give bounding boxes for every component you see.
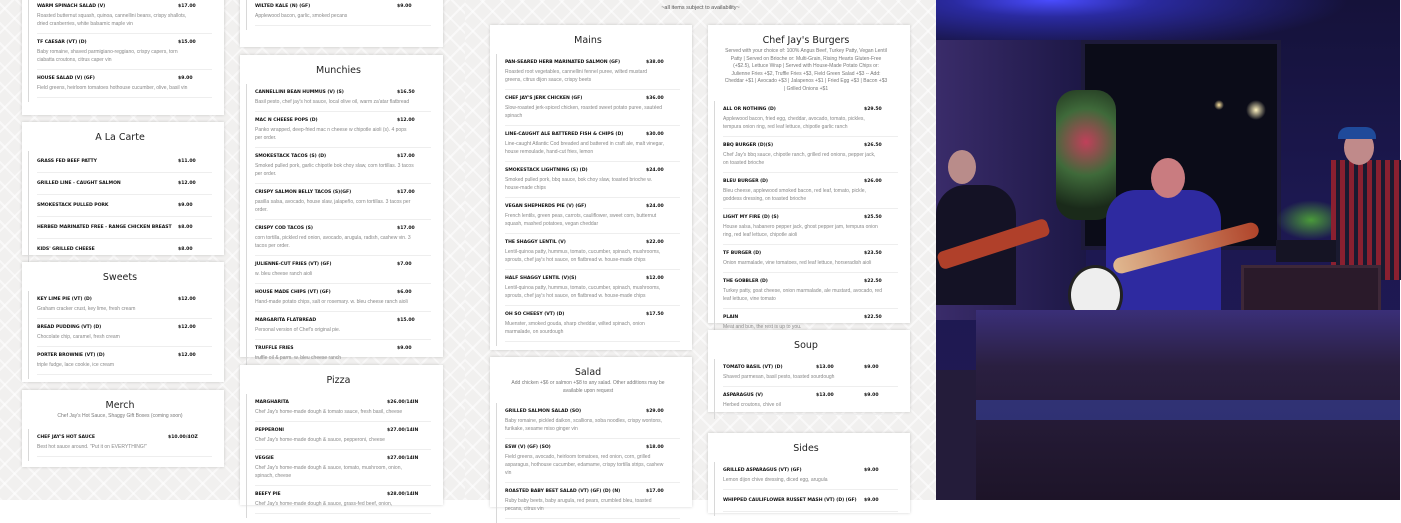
- menu-item-description: Hand-made potato chips, salt or rosemary. w. bleu cheese ranch aioli: [255, 299, 408, 305]
- menu-item-name: THE GOBBLER (D): [723, 279, 768, 284]
- menu-item-price: $9.00: [178, 203, 193, 208]
- menu-item-header: [37, 297, 212, 302]
- menu-item-header: [723, 468, 898, 473]
- menu-item: [723, 490, 898, 512]
- menu-section-burgers: [708, 25, 910, 330]
- menu-item-description: Basil pesto, chef jay's hot sauce, local olive oil, warm za'atar flatbread: [255, 99, 410, 105]
- menu-item-header: [37, 435, 212, 440]
- section-note: Chef Jay's Hot Sauce, Shaggy Gift Boxes (coming soon): [57, 413, 183, 419]
- menu-item-header: [37, 4, 212, 9]
- menu-item: [255, 220, 431, 256]
- menu-item-name: CRISPY SALMON BELLY TACOS (S)(GF): [255, 190, 352, 195]
- menu-item-description: Muenster, smoked gouda, sharp cheddar, wilted spinach, onion marmalade, on sourdough: [505, 321, 645, 335]
- section-title: Salad: [574, 367, 602, 378]
- menu-item-name: KEY LIME PIE (VT) (D): [37, 297, 92, 302]
- menu-item-price: $17.00: [397, 154, 415, 159]
- menu-item-header: [255, 154, 431, 159]
- menu-page-right: [465, 0, 936, 512]
- menu-item-description: Bleu cheese, applewood smoked bacon, red leaf, tomato, pickle, goddess dressing, on toasted brioche: [723, 188, 866, 202]
- menu-item-description: Chef Jay's bbq sauce, chipotle ranch, grilled red onions, pepper jack, on toasted brioche: [723, 152, 876, 166]
- menu-item-header: [505, 312, 680, 317]
- menu-item-name: PLAIN: [723, 315, 739, 320]
- menu-item-price-small: $9.00: [864, 365, 879, 370]
- menu-item-name: JULIENNE-CUT FRIES (VT) (GF): [255, 262, 332, 267]
- menu-item-name: MARGHARITA: [255, 400, 289, 405]
- menu-item-header: [255, 492, 431, 497]
- menu-item-description: Chef Jay's home-made dough & tomato sauce, fresh basil, cheese: [255, 409, 403, 415]
- menu-item-header: [37, 325, 212, 330]
- menu-item-description: Applewood bacon, fried egg, cheddar, avocado, tomato, pickles, tempura onion ring, red leaf lettuce, chipotle garlic ranch: [723, 116, 865, 130]
- menu-item-description: Lemon dijon chive dressing, diced egg, arugula: [723, 477, 828, 483]
- menu-item-price: $17.00: [178, 4, 196, 9]
- menu-item-description: House salsa, habanero pepper jack, ghost pepper jam, tempura onion ring, red leaf lettuce, chipotle aioli: [723, 224, 878, 238]
- menu-item-price-small: $9.00: [864, 393, 879, 398]
- menu-item-header: [723, 365, 898, 370]
- menu-item-price: $8.00: [178, 247, 193, 252]
- section-note: Served with your choice of: 100% Angus Beef, Turkey Patty, Vegan Lentil Patty | Served on Brioche or: Multi-Grain, Rising Hearts Gluten-Free (+$2.5), Lettuce Wrap | Served with House-Made Potato Chips or: Julienne Fries +$2, Truffle Fries +$3, Field Green Salad +$3 -- Add: Cheddar +$1 | Avocado +$3 | Jalapenos +$1 | Fried Egg +$3 | Bacon +$3 | Grilled Onions +$1: [724, 48, 888, 92]
- menu-item: [255, 312, 431, 340]
- menu-item: [505, 54, 680, 90]
- menu-item-name: CRISPY COD TACOS (S): [255, 226, 313, 231]
- menu-item-price: $13.00: [816, 365, 834, 370]
- menu-item-description: Smoked pulled pork, bbq sauce, bok choy slaw, toasted brioche w. house-made chips: [505, 177, 653, 191]
- menu-item-price: $17.00: [646, 489, 664, 494]
- menu-item-list: [28, 151, 212, 265]
- menu-item-header: [505, 168, 680, 173]
- menu-item-description: Herbed croutons, chive oil: [723, 402, 781, 408]
- menu-item-price: $7.00: [397, 262, 412, 267]
- menu-item-name: VEGGIE: [255, 456, 274, 461]
- menu-item-name: WARM SPINACH SALAD (V): [37, 4, 106, 9]
- menu-item-description: Baby romaine, shaved parmigiano-reggiano, crispy capers, torn ciabatta croutons, citrus caper vin: [37, 49, 178, 63]
- menu-item-header: [723, 179, 898, 184]
- menu-item-header: [255, 4, 431, 9]
- menu-item-name: TRUFFLE FRIES: [255, 346, 294, 351]
- menu-item-description: Baby romaine, pickled daikon, scallions, soba noodles, crispy wontons, furikake, sesame miso ginger vin: [505, 418, 663, 432]
- menu-item-price: $25.50: [864, 215, 882, 220]
- menu-item: [37, 429, 212, 457]
- menu-item: [37, 173, 212, 195]
- menu-item: [723, 137, 898, 173]
- section-title: Soup: [794, 340, 818, 351]
- menu-item-name: HOUSE MADE CHIPS (VT) (GF): [255, 290, 331, 295]
- menu-item: [37, 217, 212, 239]
- availability-notice: ~all items subject to availability~: [661, 5, 740, 11]
- menu-item-price: $9.00: [864, 468, 879, 473]
- menu-item-header: [723, 315, 898, 320]
- menu-item-name: PAN-SEARED HERB MARINATED SALMON (GF): [505, 60, 621, 65]
- menu-item: [723, 101, 898, 137]
- menu-item: [723, 273, 898, 309]
- menu-item: [505, 162, 680, 198]
- menu-item-list: [246, 0, 431, 30]
- menu-item: [255, 394, 431, 422]
- menu-item-description: Graham cracker crust, key lime, fresh cream: [37, 306, 136, 312]
- menu-item-description: truffle oil & parm. w. bleu cheese ranch: [255, 355, 342, 361]
- menu-item-header: [37, 353, 212, 358]
- menu-item-description: corn tortilla, pickled red onion, avocado, arugula, radish, cashew vin. 3 tacos per order.: [255, 235, 411, 249]
- menu-item: [255, 284, 431, 312]
- menu-item-header: [255, 226, 431, 231]
- menu-item-price: $12.00: [178, 181, 196, 186]
- menu-item: [505, 306, 680, 342]
- menu-item-description: Roasted butternut squash, quinoa, cannellini beans, crispy shallots, dried cranberries, white balsamic maple vin: [37, 13, 187, 27]
- menu-item-description: Field greens, avocado, heirloom tomatoes, red onion, corn, grilled asparagus, hothouse cucumber, edamame, crispy tortilla strips, cashew vin: [505, 454, 664, 476]
- menu-item-price: $12.00: [178, 297, 196, 302]
- menu-item-name: WILTED KALE (N) (GF): [255, 4, 311, 9]
- menu-item-name: BEEFY PIE: [255, 492, 281, 497]
- menu-item-name: CHEF JAY'S HOT SAUCE: [37, 434, 96, 440]
- menu-item-list: [714, 359, 898, 419]
- menu-item-description: Slow-roasted jerk-spiced chicken, roasted sweet potato puree, sautéed spinach: [505, 105, 663, 119]
- menu-item-price: $22.50: [864, 279, 882, 284]
- menu-item-header: [37, 247, 212, 252]
- menu-item-list: [246, 394, 431, 518]
- section-title: A La Carte: [95, 132, 145, 143]
- menu-item-header: [37, 203, 212, 208]
- menu-item-price: $16.50: [397, 90, 415, 95]
- menu-item-description: Lentil-quinoa patty, hummus, tomato, cucumber, spinach, mushrooms, sprouts, chef jay's hot sauce, on flatbread w. house-made chips: [505, 249, 661, 263]
- menu-item-name: GRILLED LINE - CAUGHT SALMON: [37, 181, 121, 186]
- menu-item-price: $6.00: [397, 290, 412, 295]
- menu-item: [37, 0, 212, 34]
- menu-item-description: Chocolate chip, caramel, fresh cream: [37, 334, 120, 340]
- menu-item: [505, 270, 680, 306]
- menu-item-name: SMOKESTACK LIGHTNING (S) (D): [505, 168, 588, 173]
- menu-item-description: Roasted root vegetables, cannellini fennel puree, wilted mustard greens, citrus dijon sauce, crispy beets: [505, 69, 648, 83]
- menu-item-header: [723, 393, 898, 398]
- menu-item-price: $22.50: [864, 315, 882, 320]
- menu-item-price: $12.00: [178, 325, 196, 330]
- menu-item-price: $15.00: [397, 318, 415, 323]
- menu-item-description: Turkey patty, goat cheese, onion marmalade, ale mustard, avocado, red leaf lettuce, vine tomato: [723, 288, 882, 302]
- menu-item-price: $28.00/14IN: [387, 492, 419, 497]
- menu-item-list: [28, 0, 212, 102]
- menu-item-header: [37, 181, 212, 186]
- menu-item-description: Applewood bacon, garlic, smoked pecans: [255, 13, 348, 19]
- menu-item-description: w. bleu cheese ranch aioli: [255, 271, 313, 277]
- menu-item-price: $17.50: [646, 312, 664, 317]
- menu-item-price: $17.00: [397, 190, 415, 195]
- section-title: Pizza: [326, 375, 351, 386]
- menu-item-header: [723, 107, 898, 112]
- menu-item-price: $9.00: [178, 76, 193, 81]
- menu-item-header: [505, 240, 680, 245]
- menu-item-description: pasilla salsa, avocado, house slaw, jalapeño, corn tortillas. 3 tacos per order.: [255, 199, 411, 213]
- menu-item: [505, 439, 680, 483]
- menu-item-list: [28, 291, 212, 379]
- menu-item-list: [714, 462, 898, 516]
- menu-item: [255, 450, 431, 486]
- menu-item-name: THE SHAGGY LENTIL (V): [505, 240, 566, 245]
- section-note: Add chicken +$6 or salmon +$8 to any salad. Other additions may be available upon request: [511, 380, 665, 394]
- menu-item-price: $26.50: [864, 143, 882, 148]
- menu-item-header: [37, 225, 212, 230]
- menu-item-header: [723, 251, 898, 256]
- menu-item: [255, 256, 431, 284]
- menu-item-description: Best hot sauce around. "Put it on EVERYTHING!": [37, 443, 147, 450]
- menu-item-header: [505, 132, 680, 137]
- menu-item-name: GRILLED SALMON SALAD (SO): [505, 409, 582, 414]
- menu-item-header: [505, 276, 680, 281]
- menu-item: [255, 486, 431, 514]
- menu-item-description: Shaved parmesan, basil pesto, toasted sourdough: [723, 374, 835, 380]
- menu-item-name: OH SO CHEESY (VT) (D): [505, 312, 565, 317]
- menu-item-list: [714, 101, 898, 341]
- menu-item: [723, 359, 898, 387]
- menu-section-merch: [22, 390, 224, 467]
- section-title: Chef Jay's Burgers: [762, 35, 850, 46]
- menu-item-description: Chef Jay's home-made dough & sauce, grass-fed beef, onion,: [255, 501, 393, 507]
- menu-item: [37, 291, 212, 319]
- menu-item-header: [723, 279, 898, 284]
- menu-item-name: LINE-CAUGHT ALE BATTERED FISH & CHIPS (D): [505, 132, 624, 137]
- menu-item-price: $13.00: [816, 393, 834, 398]
- menu-item-price: $9.00: [864, 498, 879, 503]
- menu-item: [255, 184, 431, 220]
- menu-item-price: $30.00: [646, 132, 664, 137]
- menu-item-price: $29.00: [646, 409, 664, 414]
- menu-item-description: Field greens, heirloom tomatoes hothouse cucumber, olive, basil vin: [37, 85, 188, 91]
- menu-item-header: [37, 159, 212, 164]
- menu-item-price: $17.00: [397, 226, 415, 231]
- menu-item-description: triple fudge, lace cookie, ice cream: [37, 362, 114, 368]
- menu-item-name: HOUSE SALAD (V) (GF): [37, 76, 95, 81]
- menu-item-price: $15.00: [178, 40, 196, 45]
- menu-item-description: Chef Jay's home-made dough & sauce, tomato, mushroom, onion, spinach, cheese: [255, 465, 402, 479]
- menu-item: [37, 319, 212, 347]
- menu-item: [505, 90, 680, 126]
- menu-item-description: Line-caught Atlantic Cod breaded and battered in craft ale, malt vinegar, house remoulade, hand-cut fries, lemon: [505, 141, 664, 155]
- menu-item-price: $18.00: [646, 445, 664, 450]
- menu-item: [505, 403, 680, 439]
- menu-item: [255, 0, 431, 26]
- menu-section-salad-top: [22, 0, 224, 115]
- menu-item-price: $29.50: [864, 107, 882, 112]
- menu-section-soup: [708, 330, 910, 412]
- menu-item-description: Ruby baby beets, baby arugula, red pears, crumbled bleu, toasted pecans, citrus vin: [505, 498, 652, 512]
- menu-item-description: Personal version of Chef's original pie.: [255, 327, 341, 333]
- menu-item-name: LIGHT MY FIRE (D) (S): [723, 215, 779, 220]
- section-title: Sides: [793, 443, 819, 454]
- menu-item-header: [255, 190, 431, 195]
- menu-item: [505, 483, 680, 519]
- menu-item-description: Lentil-quinoa patty, hummus, tomato, cucumber, spinach, mushrooms, sprouts, chef jay's hot sauce, on flatbread w. house-made chips: [505, 285, 661, 299]
- menu-item-price: $26.00/14IN: [387, 400, 419, 405]
- menu-item-header: [255, 346, 431, 351]
- menu-item-price: $12.00: [397, 118, 415, 123]
- menu-item-header: [723, 498, 898, 503]
- menu-item-header: [37, 40, 212, 45]
- menu-item-list: [496, 403, 680, 523]
- menu-item-name: HERBED MARINATED FREE - RANGE CHICKEN BREAST: [37, 225, 172, 230]
- menu-item-header: [255, 400, 431, 405]
- menu-item: [255, 148, 431, 184]
- menu-item-description: Smoked pulled pork, garlic chipotle bok choy slaw, corn tortillas. 3 tacos per order.: [255, 163, 414, 177]
- menu-item-price: $12.00: [646, 276, 664, 281]
- menu-item-header: [505, 489, 680, 494]
- menu-item-name: PORTER BROWNIE (VT) (D): [37, 353, 105, 358]
- menu-item-name: CANNELLINI BEAN HUMMUS (V) (S): [255, 90, 344, 95]
- menu-section-munchies: [240, 55, 443, 361]
- menu-section-wilted-kale: [240, 0, 443, 47]
- menu-item-name: MAC N CHEESE POPS (D): [255, 118, 318, 123]
- menu-item: [37, 34, 212, 70]
- menu-item-name: KIDS' GRILLED CHEESE: [37, 247, 95, 252]
- band-photo: [936, 0, 1400, 500]
- menu-page-left: [0, 0, 465, 507]
- menu-item-price: $10.00/4OZ: [168, 434, 198, 440]
- menu-item-header: [255, 118, 431, 123]
- menu-item: [505, 126, 680, 162]
- menu-item-header: [505, 445, 680, 450]
- menu-item-name: ROASTED BABY BEET SALAD (VT) (GF) (D) (N): [505, 489, 621, 494]
- menu-item-price: $12.00: [178, 353, 196, 358]
- menu-item-list: [28, 429, 212, 461]
- menu-item-description: Panko wrapped, deep-fried mac n cheese w chipotle aioli (s). 4 pops per order.: [255, 127, 407, 141]
- menu-item-name: ASPARAGUS (V): [723, 393, 763, 398]
- menu-item-name: BBQ BURGER (D)(S): [723, 143, 773, 148]
- menu-item-name: VEGAN SHEPHERDS PIE (V) (GF): [505, 204, 587, 209]
- menu-item-header: [37, 76, 212, 81]
- menu-item-name: ALL OR NOTHING (D): [723, 107, 776, 112]
- menu-item-price: $22.00: [646, 240, 664, 245]
- menu-item-price: $9.00: [397, 346, 412, 351]
- menu-item-name: PEPPERONI: [255, 428, 284, 433]
- menu-item-name: TOMATO BASIL (VT) (D): [723, 365, 783, 370]
- menu-item: [37, 195, 212, 217]
- menu-section-pizza: [240, 365, 443, 505]
- menu-item-price: $8.00: [178, 225, 193, 230]
- section-title: Mains: [574, 35, 602, 46]
- menu-item-header: [723, 215, 898, 220]
- menu-section-sweets: [22, 262, 224, 382]
- menu-item: [505, 198, 680, 234]
- menu-item: [37, 70, 212, 98]
- menu-item-name: GRILLED ASPARAGUS (VT) (GF): [723, 468, 802, 473]
- menu-item: [723, 245, 898, 273]
- menu-item-name: HALF SHAGGY LENTIL (V)(S): [505, 276, 577, 281]
- menu-item-description: Onion marmalade, vine tomatoes, red leaf lettuce, horseradish aioli: [723, 260, 872, 266]
- menu-item-price: $26.00: [864, 179, 882, 184]
- menu-item: [723, 387, 898, 415]
- menu-item: [505, 234, 680, 270]
- menu-item-name: WHIPPED CAULIFLOWER RUSSET MASH (VT) (D) (GF): [723, 498, 857, 503]
- section-title: Munchies: [316, 65, 361, 76]
- menu-item-price: $23.50: [864, 251, 882, 256]
- menu-item: [723, 462, 898, 490]
- menu-item: [255, 422, 431, 450]
- menu-item-name: GRASS FED BEEF PATTY: [37, 159, 97, 164]
- menu-item-name: MARGARITA FLATBREAD: [255, 318, 317, 323]
- menu-item-header: [255, 90, 431, 95]
- menu-item-header: [255, 262, 431, 267]
- menu-item-header: [255, 456, 431, 461]
- menu-section-salad: [490, 357, 692, 512]
- menu-item-description: French lentils, green peas, carrots, cauliflower, sweet corn, butternut squash, mashed potatoes, vegan cheddar: [505, 213, 657, 227]
- menu-item-price: $24.00: [646, 204, 664, 209]
- menu-item-description: Chef Jay's home-made dough & sauce, pepperoni, cheese: [255, 437, 385, 443]
- menu-item-name: ESW (V) (GF) (SO): [505, 445, 551, 450]
- menu-item-header: [505, 204, 680, 209]
- menu-item-name: TF BURGER (D): [723, 251, 762, 256]
- menu-item-name: TF CAESAR (VT) (D): [37, 40, 87, 45]
- menu-item-description: Meat and bun, the rest is up to you.: [723, 324, 802, 330]
- menu-item-name: SMOKESTACK TACOS (S) (D): [255, 154, 327, 159]
- menu-item-header: [505, 409, 680, 414]
- menu-item-name: SMOKESTACK PULLED PORK: [37, 203, 109, 208]
- menu-section-sides: [708, 433, 910, 513]
- menu-item: [37, 347, 212, 375]
- menu-item-name: CHEF JAY'S JERK CHICKEN (GF): [505, 96, 583, 101]
- menu-item: [255, 84, 431, 112]
- menu-item-name: BREAD PUDDING (VT) (D): [37, 325, 102, 330]
- menu-item-header: [505, 96, 680, 101]
- menu-item-price: $11.00: [178, 159, 196, 164]
- menu-section-a-la-carte: [22, 122, 224, 255]
- menu-item: [255, 112, 431, 148]
- section-title: Merch: [105, 400, 135, 411]
- menu-item-header: [723, 143, 898, 148]
- menu-item: [723, 209, 898, 245]
- menu-item: [255, 340, 431, 368]
- menu-item-price: $36.00: [646, 96, 664, 101]
- menu-item: [37, 239, 212, 261]
- menu-item: [723, 173, 898, 209]
- menu-item-header: [255, 290, 431, 295]
- menu-item-price: $24.00: [646, 168, 664, 173]
- menu-item-price: $9.00: [397, 4, 412, 9]
- menu-item: [37, 151, 212, 173]
- menu-item-header: [255, 428, 431, 433]
- menu-item-list: [496, 54, 680, 346]
- menu-item-header: [505, 60, 680, 65]
- menu-item-price: $27.00/14IN: [387, 428, 419, 433]
- menu-item-header: [255, 318, 431, 323]
- menu-item-price: $27.00/14IN: [387, 456, 419, 461]
- menu-item-price: $38.00: [646, 60, 664, 65]
- section-title: Sweets: [102, 272, 138, 283]
- menu-item-name: BLEU BURGER (D): [723, 179, 768, 184]
- menu-section-mains: [490, 25, 692, 350]
- menu-item-list: [246, 84, 431, 372]
